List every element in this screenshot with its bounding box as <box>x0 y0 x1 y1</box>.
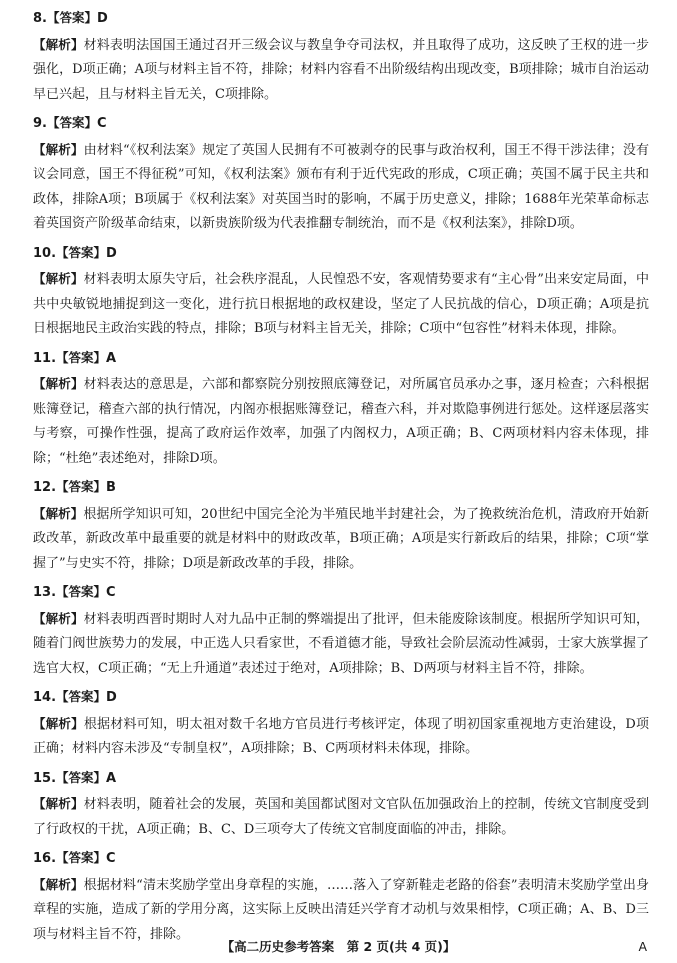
answer-letter: A <box>106 770 117 786</box>
question-16 <box>33 846 649 947</box>
question-number: 11. <box>33 350 57 366</box>
answer-line <box>33 6 649 32</box>
question-11 <box>33 346 649 472</box>
answer-document <box>33 6 649 951</box>
analysis-paragraph <box>33 267 649 342</box>
question-number: 10. <box>33 245 57 261</box>
question-15 <box>33 766 649 843</box>
analysis-tag: 【解析】 <box>33 505 84 521</box>
analysis-text: 材料表明西晋时期时人对九品中正制的弊端提出了批评，但未能废除该制度。根据所学知识可知，随着门阀世族势力的发展，中正选人只看家世，不看道德才能，导致社会阶层流动性减弱，士家大族掌握了选官大权，C项正确；“无上升通道”表述过于绝对，A项排除；B、D两项与材料主旨不符，排除。 <box>33 611 649 676</box>
question-number: 16. <box>33 851 57 866</box>
analysis-tag: 【解析】 <box>33 796 84 811</box>
answer-letter: B <box>106 480 116 495</box>
answer-line <box>33 241 649 267</box>
answer-letter: C <box>106 851 116 866</box>
answer-tag: 【答案】 <box>46 115 97 130</box>
answer-tag: 【答案】 <box>56 769 107 785</box>
question-12 <box>33 475 649 576</box>
answer-line <box>33 685 649 711</box>
analysis-text: 由材料“《权利法案》规定了英国人民拥有不可被剥夺的民事与政治权利，国王不得干涉法律；没有议会同意，国王不得征税”可知，《权利法案》颁布有利于近代宪政的形成，C项正确；英国不属于民主共和政体，排除A项；B项属于《权利法案》对英国当时的影响，不属于历史意义，排除；1688年光荣革命标志着英国资产阶级革命结束，以新贵族阶级为代表推翻专制统治，而不是《权利法案》，排除D项。 <box>33 142 649 231</box>
analysis-paragraph <box>33 607 649 682</box>
analysis-paragraph <box>33 138 649 237</box>
analysis-paragraph <box>33 712 649 762</box>
question-number: 14. <box>33 690 57 705</box>
answer-line <box>33 475 649 501</box>
answer-letter: C <box>97 116 107 131</box>
answer-tag: 【答案】 <box>56 479 107 494</box>
answer-line <box>33 846 649 872</box>
analysis-tag: 【解析】 <box>33 610 84 626</box>
analysis-tag: 【解析】 <box>33 271 84 286</box>
analysis-text: 根据所学知识可知，20世纪中国完全沦为半殖民地半封建社会，为了挽救统治危机，清政府开始新政改革，新政改革中最重要的就是材料中的财政改革，B项正确；A项是实行新政后的结果，排除；C项“掌握了”与史实不符，排除；D项是新政改革的手段，排除。 <box>33 506 649 571</box>
answer-letter: C <box>106 585 116 600</box>
question-number: 12. <box>33 480 57 495</box>
answer-line <box>33 346 649 372</box>
question-8 <box>33 6 649 107</box>
answer-letter: D <box>97 11 108 26</box>
question-13 <box>33 580 649 681</box>
analysis-paragraph <box>33 502 649 577</box>
page-footer <box>0 935 677 955</box>
analysis-text: 材料表明，随着社会的发展，英国和美国都试图对文官队伍加强政治上的控制，传统文官制度受到了行政权的干扰，A项正确；B、C、D三项夸大了传统文官制度面临的冲击，排除。 <box>33 797 649 837</box>
answer-tag: 【答案】 <box>56 689 107 704</box>
question-14 <box>33 685 649 762</box>
analysis-paragraph <box>33 792 649 842</box>
footer-version-mark: A <box>638 939 647 954</box>
analysis-tag: 【解析】 <box>33 141 84 157</box>
footer-page-info: 【高二历史参考答案 第 2 页(共 4 页)】 <box>221 939 456 954</box>
analysis-tag: 【解析】 <box>33 36 84 52</box>
analysis-text: 材料表明太原失守后，社会秩序混乱，人民惶恐不安，客观情势要求有“主心骨”出来安定局面，中共中央敏锐地捕捉到这一变化，进行抗日根据地的政权建设，坚定了人民抗战的信心，D项正确；A项是抗日根据地民主政治实践的特点，排除；B项与材料主旨无关，排除；C项中“包容性”材料未体现，排除。 <box>33 272 649 336</box>
analysis-tag: 【解析】 <box>33 876 84 892</box>
question-9 <box>33 111 649 237</box>
answer-tag: 【答案】 <box>56 850 107 865</box>
analysis-text: 根据材料“清末奖励学堂出身章程的实施，……落入了穿新鞋走老路的俗套”表明清末奖励学堂出身章程的实施，造成了新的学用分离，这实际上反映出清廷兴学育才动机与效果相悖，C项正确；A、B、D三项与材料主旨不符，排除。 <box>33 877 649 942</box>
analysis-tag: 【解析】 <box>33 376 84 391</box>
analysis-text: 材料表明法国国王通过召开三级会议与教皇争夺司法权，并且取得了成功，这反映了王权的进一步强化，D项正确；A项与材料主旨不符，排除；材料内容看不出阶级结构出现改变，B项排除；城市自治运动早已兴起，且与材料主旨无关，C项排除。 <box>33 37 649 102</box>
question-number: 15. <box>33 770 57 786</box>
answer-tag: 【答案】 <box>56 349 107 365</box>
question-number: 9. <box>33 116 47 131</box>
analysis-paragraph <box>33 33 649 108</box>
answer-letter: D <box>106 245 117 261</box>
analysis-text: 材料表达的意思是，六部和都察院分别按照底簿登记，对所属官员承办之事，逐月检查；六科根据账簿登记，稽查六部的执行情况，内阁亦根据账簿登记，稽查六科，并对欺隐事例进行惩处。这样逐层落实与考察，可操作性强，提高了政府运作效率，加强了内阁权力，A项正确；B、C两项材料内容未体现，排除；“杜绝”表述绝对，排除D项。 <box>33 377 649 466</box>
analysis-text: 根据材料可知，明太祖对数千名地方官员进行考核评定，体现了明初国家重视地方吏治建设，D项正确；材料内容未涉及“专制皇权”，A项排除；B、C两项材料未体现，排除。 <box>33 716 649 756</box>
question-number: 13. <box>33 585 57 600</box>
answer-tag: 【答案】 <box>56 584 107 599</box>
analysis-tag: 【解析】 <box>33 715 84 731</box>
answer-line <box>33 580 649 606</box>
answer-line <box>33 766 649 792</box>
answer-letter: A <box>106 350 117 366</box>
question-number: 8. <box>33 11 47 26</box>
question-10 <box>33 241 649 342</box>
answer-tag: 【答案】 <box>46 10 97 25</box>
analysis-paragraph <box>33 372 649 471</box>
answer-line <box>33 111 649 137</box>
answer-tag: 【答案】 <box>56 244 107 260</box>
answer-letter: D <box>106 690 117 705</box>
